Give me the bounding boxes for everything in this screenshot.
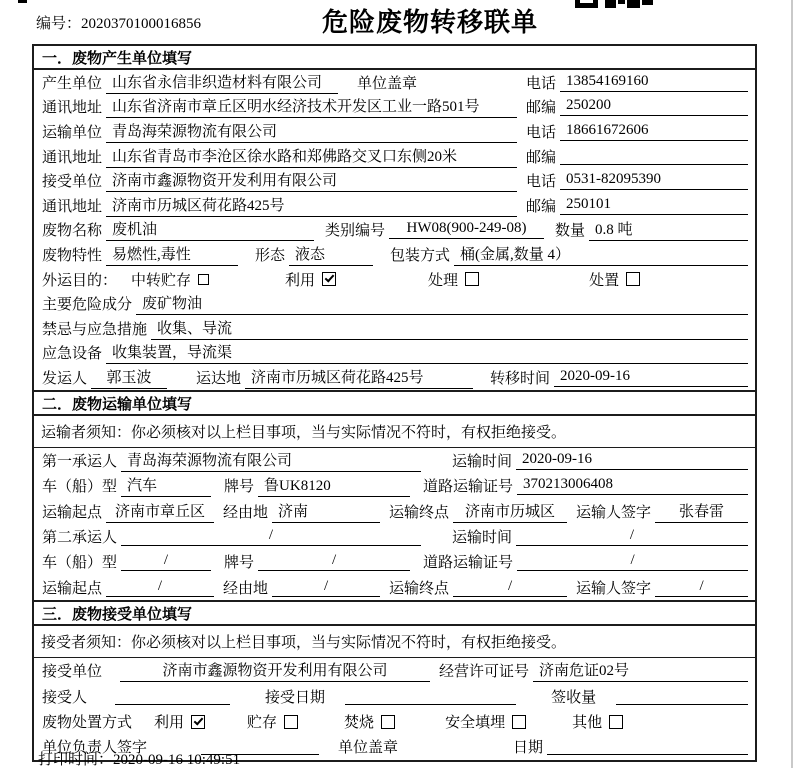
- responsible-sign-label: 单位负责人签字: [42, 740, 148, 757]
- disposal-option-storage: [247, 711, 298, 732]
- checkbox-use: [322, 272, 336, 286]
- vehicle1-value: 汽车: [121, 474, 211, 497]
- addr2-label: 通讯地址: [42, 149, 103, 166]
- plate1-label: 牌号: [224, 479, 255, 496]
- vehicle2-value: /: [121, 552, 211, 571]
- phone1-label: 电话: [525, 75, 556, 92]
- sign2-label: 运输人签字: [576, 580, 652, 597]
- received-qty-label: 签收量: [551, 689, 597, 706]
- checkbox-treatment: [465, 272, 479, 286]
- section3-title: 三．废物接受单位填写: [34, 600, 755, 626]
- purpose-option-use: [285, 269, 336, 290]
- checkbox-disposal-other: [609, 715, 623, 729]
- disposal-option-use-label: 利用: [154, 715, 185, 732]
- disposal-option-other-label: 其他: [572, 715, 603, 732]
- producer-label: 产生单位: [42, 75, 103, 92]
- row-consignor: [34, 365, 755, 390]
- plate2-value: /: [258, 552, 410, 571]
- row-disposal: [34, 709, 755, 734]
- time2-label: 运输时间: [452, 530, 513, 547]
- row-equipment: [34, 341, 755, 366]
- row-producer: [34, 70, 755, 95]
- acceptor-label: 接受人: [42, 689, 88, 706]
- zip1-value: 250200: [560, 97, 748, 116]
- addr3-value: 济南市历城区荷花路425号: [106, 194, 517, 217]
- row-carrier1: [34, 448, 755, 473]
- row-producer-address: [34, 95, 755, 120]
- producer-value: 山东省永信非织造材料有限公司: [106, 71, 338, 94]
- time2-value: /: [516, 527, 748, 546]
- disposal-option-incinerate-label: 焚烧: [344, 715, 375, 732]
- end2-label: 运输终点: [389, 580, 450, 597]
- disposal-option-other: [572, 711, 623, 732]
- section-transporter: [34, 390, 755, 600]
- zip3-label: 邮编: [525, 198, 556, 215]
- equipment-label: 应急设备: [42, 346, 103, 363]
- transfer-time-value: 2020-09-16: [554, 368, 748, 387]
- checkbox-transfer-storage: [198, 274, 209, 285]
- section2-title: 二．废物运输单位填写: [34, 390, 755, 416]
- receiver-value: 济南市鑫源物资开发利用有限公司: [106, 169, 517, 192]
- sign1-label: 运输人签字: [576, 504, 652, 521]
- form-value: 液态: [289, 243, 373, 266]
- transporter-label: 运输单位: [42, 124, 103, 141]
- qr-code-icon: [575, 0, 653, 9]
- taboo-label: 禁忌与应急措施: [42, 321, 148, 338]
- permit-label: 经营许可证号: [439, 664, 530, 681]
- row-waste-name: [34, 218, 755, 243]
- date-value: [547, 738, 748, 755]
- phone1-value: 13854169160: [560, 73, 748, 92]
- end2-value: /: [453, 578, 567, 597]
- form-label: 形态: [255, 247, 286, 264]
- row-acceptor: [34, 683, 755, 708]
- row-route1: [34, 499, 755, 524]
- license2-label: 道路运输证号: [423, 555, 514, 572]
- row-hazard: [34, 291, 755, 316]
- row-carrier2: [34, 524, 755, 549]
- category-label: 类别编号: [325, 223, 386, 240]
- taboo-value: 收集、导流: [151, 317, 748, 340]
- plate2-label: 牌号: [224, 555, 255, 572]
- end1-label: 运输终点: [389, 504, 450, 521]
- hazard-label: 主要危险成分: [42, 297, 133, 314]
- phone3-label: 电话: [525, 174, 556, 191]
- purpose-option-dispose-label: 处置: [589, 272, 620, 289]
- checkbox-disposal-use: [191, 715, 205, 729]
- packing-value: 桶(金属,数量 4）: [454, 243, 748, 266]
- purpose-option-use-label: 利用: [285, 272, 316, 289]
- carrier1-value: 青岛海荣源物流有限公司: [121, 449, 421, 472]
- time1-value: 2020-09-16: [516, 451, 748, 470]
- sign1-value: 张春雷: [655, 500, 748, 523]
- serial-label: 编号：: [36, 16, 82, 32]
- disposal-option-use: [154, 711, 205, 732]
- equipment-value: 收集装置，导流渠: [106, 341, 748, 364]
- checkbox-disposal-incinerate: [381, 715, 395, 729]
- permit-value: 济南危证02号: [533, 659, 748, 682]
- row-route2: [34, 575, 755, 600]
- origin2-value: /: [106, 578, 214, 597]
- date-label: 日期: [513, 740, 544, 757]
- origin2-label: 运输起点: [42, 580, 103, 597]
- disposal-option-storage-label: 贮存: [247, 715, 278, 732]
- waste-name-label: 废物名称: [42, 223, 103, 240]
- waste-name-value: 废机油: [106, 218, 314, 241]
- purpose-option-treat: [428, 269, 479, 290]
- purpose-option-transfer-label: 中转贮存: [131, 272, 192, 289]
- phone2-value: 18661672606: [560, 122, 748, 141]
- accept-date-value: [345, 688, 516, 705]
- row-purpose: [34, 267, 755, 292]
- purpose-option-transfer: [131, 269, 209, 290]
- time1-label: 运输时间: [452, 453, 513, 470]
- qty-value: 0.8 吨: [589, 218, 748, 241]
- section-producer: [34, 46, 755, 390]
- transfer-time-label: 转移时间: [490, 370, 551, 387]
- zip1-label: 邮编: [525, 100, 556, 117]
- row-vehicle2: [34, 549, 755, 574]
- via1-label: 经由地: [223, 504, 269, 521]
- disposal-option-landfill-label: 安全填埋: [445, 715, 506, 732]
- page-title: 危险废物转移联单: [321, 7, 538, 37]
- origin1-value: 济南市章丘区: [106, 500, 214, 523]
- origin1-label: 运输起点: [42, 504, 103, 521]
- addr2-value: 山东省青岛市李沧区徐水路和郑佛路交叉口东侧20米: [106, 145, 517, 168]
- checkbox-disposal-storage: [284, 715, 298, 729]
- checkbox-disposal: [626, 272, 640, 286]
- page-edge-line: [791, 0, 793, 768]
- disposal-option-landfill: [445, 711, 526, 732]
- accept-date-label: 接受日期: [265, 689, 326, 706]
- via2-label: 经由地: [223, 580, 269, 597]
- qty-label: 数量: [555, 223, 586, 240]
- received-qty-value: [616, 688, 748, 705]
- accept-unit-value: 济南市鑫源物资开发利用有限公司: [120, 659, 430, 682]
- row-receiver: [34, 168, 755, 193]
- document-header: [0, 0, 796, 44]
- addr1-value: 山东省济南市章丘区明水经济技术开发区工业一路501号: [106, 95, 517, 118]
- via2-value: /: [272, 578, 380, 597]
- vehicle2-label: 车（船）型: [42, 555, 118, 572]
- unit-seal-label: 单位盖章: [357, 75, 418, 92]
- addr3-label: 通讯地址: [42, 198, 103, 215]
- hazard-value: 废矿物油: [136, 292, 748, 315]
- zip2-label: 邮编: [525, 149, 556, 166]
- sign2-value: /: [655, 578, 748, 597]
- addr1-label: 通讯地址: [42, 100, 103, 117]
- character-value: 易燃性,毒性: [106, 243, 238, 266]
- license1-value: 370213006408: [517, 476, 748, 495]
- print-time-value: 2020-09-16 10:49:51: [113, 752, 241, 768]
- license2-value: /: [517, 552, 748, 571]
- consignor-label: 发运人: [42, 370, 88, 387]
- character-label: 废物特性: [42, 247, 103, 264]
- unit-seal2-label: 单位盖章: [338, 740, 399, 757]
- row-vehicle1: [34, 473, 755, 498]
- consignor-value: 郭玉波: [91, 366, 167, 389]
- transporter-value: 青岛海荣源物流有限公司: [106, 120, 517, 143]
- carrier2-value: /: [121, 527, 421, 546]
- transporter-notice: 运输者须知：你必须核对以上栏目事项，当与实际情况不符时，有权拒绝接受。: [34, 416, 755, 448]
- purpose-option-treat-label: 处理: [428, 272, 459, 289]
- plate1-value: 鲁UK8120: [258, 474, 410, 497]
- phone2-label: 电话: [525, 124, 556, 141]
- disposal-option-incinerate: [344, 711, 395, 732]
- serial-number: 2020370100016856: [81, 16, 202, 32]
- row-transporter-address: [34, 144, 755, 169]
- accept-unit-label: 接受单位: [42, 664, 103, 681]
- receiver-label: 接受单位: [42, 174, 103, 191]
- vehicle1-label: 车（船）型: [42, 479, 118, 496]
- acceptor-value: [115, 688, 230, 705]
- row-waste-character: [34, 242, 755, 267]
- row-transporter: [34, 119, 755, 144]
- row-accept-unit: [34, 658, 755, 683]
- carrier1-label: 第一承运人: [42, 453, 118, 470]
- phone3-value: 0531-82095390: [560, 171, 748, 190]
- dest-value: 济南市历城区荷花路425号: [245, 366, 473, 389]
- row-taboo: [34, 316, 755, 341]
- checkbox-disposal-landfill: [512, 715, 526, 729]
- print-time-line: [38, 748, 240, 769]
- dest-label: 运达地: [196, 370, 242, 387]
- zip2-value: [560, 148, 748, 165]
- section-receiver: [34, 600, 755, 760]
- license1-label: 道路运输证号: [423, 479, 514, 496]
- via1-value: 济南: [272, 500, 380, 523]
- waste-transfer-form: [32, 44, 757, 762]
- receiver-notice: 接受者须知：你必须核对以上栏目事项，当与实际情况不符时，有权拒绝接受。: [34, 626, 755, 658]
- disposal-label: 废物处置方式: [42, 715, 133, 732]
- zip3-value: 250101: [560, 196, 748, 215]
- category-value: HW08(900-249-08): [389, 220, 544, 239]
- purpose-option-dispose: [589, 269, 640, 290]
- purpose-label: 外运目的：: [42, 272, 118, 289]
- row-receiver-address: [34, 193, 755, 218]
- carrier2-label: 第二承运人: [42, 530, 118, 547]
- print-time-label: 打印时间：: [38, 752, 114, 768]
- section1-title: 一．废物产生单位填写: [34, 46, 755, 70]
- packing-label: 包装方式: [390, 247, 451, 264]
- end1-value: 济南市历城区: [453, 500, 567, 523]
